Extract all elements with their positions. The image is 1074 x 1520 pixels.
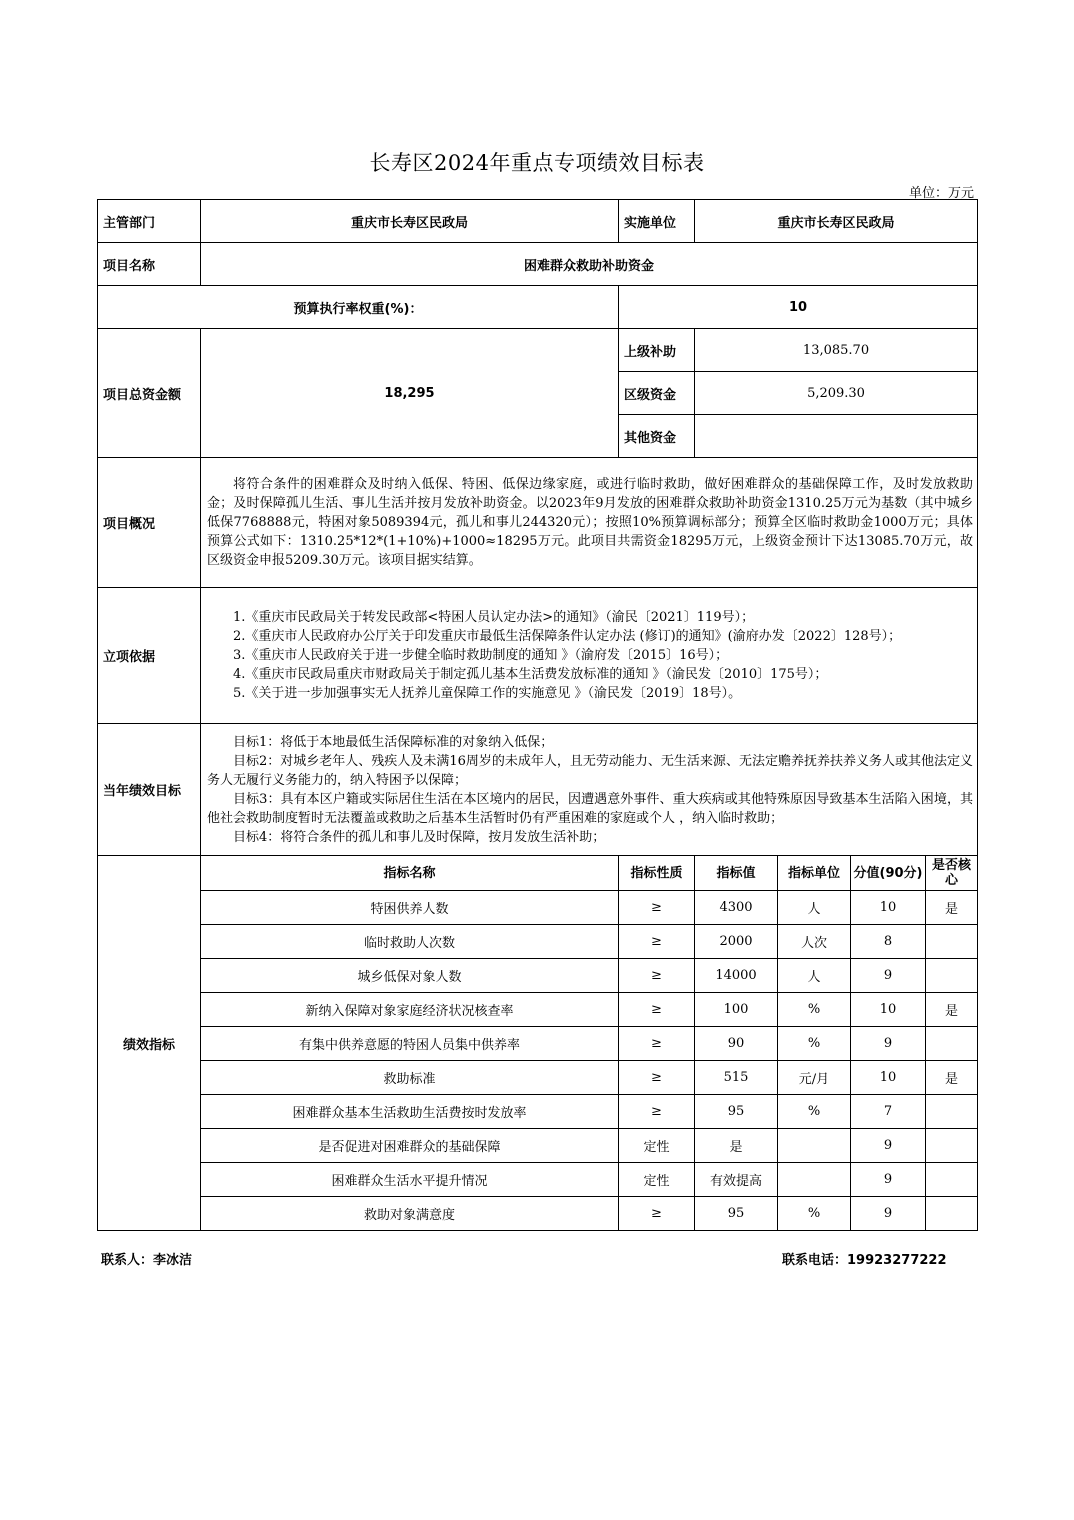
- indicator-row: [98, 925, 978, 959]
- indicator-core: [926, 1129, 978, 1163]
- header-core: 是否核心: [926, 856, 978, 891]
- indicator-row: [98, 1197, 978, 1231]
- indicator-score: 9: [851, 959, 926, 993]
- indicator-nature: ≥: [619, 925, 695, 959]
- goal-line: 目标3：具有本区户籍或实际居住生活在本区境内的居民，因遭遇意外事件、重大疾病或其他特殊原因导致基本生活陷入困境，其他社会救助制度暂时无法覆盖或救助之后基本生活暂时仍有严重困难的家庭或个人 ，纳入临时救助；: [207, 791, 974, 826]
- impl-value: 重庆市长寿区民政局: [695, 200, 978, 243]
- indicator-unit: 人次: [778, 925, 851, 959]
- overview-label: 项目概况: [98, 458, 201, 588]
- basis-label: 立项依据: [98, 588, 201, 724]
- indicator-nature: 定性: [619, 1163, 695, 1197]
- indicator-core: [926, 1027, 978, 1061]
- indicator-score: 10: [851, 891, 926, 925]
- indicator-nature: ≥: [619, 959, 695, 993]
- basis-line: 4.《重庆市民政局重庆市财政局关于制定孤儿基本生活费发放标准的通知 》（渝民发〔2010〕175号）；: [233, 667, 828, 682]
- indicator-nature: 定性: [619, 1129, 695, 1163]
- fund-label: 其他资金: [619, 415, 695, 458]
- fund-value: 13,085.70: [695, 329, 978, 372]
- indicator-unit: 人: [778, 959, 851, 993]
- basis-line: 2.《重庆市人民政府办公厅关于印发重庆市最低生活保障条件认定办法 (修订)的通知》(渝府办发〔2022〕128号）；: [233, 629, 902, 644]
- dept-label: 主管部门: [98, 200, 201, 243]
- indicator-core: 是: [926, 891, 978, 925]
- indicator-unit: %: [778, 1095, 851, 1129]
- contact-phone: 联系电话：19923277222: [782, 1253, 947, 1268]
- indicator-core: [926, 959, 978, 993]
- total-label: 项目总资金额: [98, 329, 201, 458]
- project-row: [98, 243, 978, 286]
- indicator-row: [98, 1163, 978, 1197]
- weight-value: 10: [619, 286, 978, 329]
- indicator-value: 95: [695, 1197, 778, 1231]
- indicator-header-row: [98, 856, 978, 891]
- indicator-value: 是: [695, 1129, 778, 1163]
- indicator-value: 90: [695, 1027, 778, 1061]
- indicator-core: [926, 1095, 978, 1129]
- overview-text: 将符合条件的困难群众及时纳入低保、特困、低保边缘家庭，或进行临时救助，做好困难群众的基础保障工作，及时发放救助金；及时保障孤儿生活、事儿生活并按月发放补助资金。以2023年9月发放的困难群众救助补助资金1310.25万元为基数（其中城乡低保7768888元，特困对象5089394元，孤儿和事儿244320元）；按照10%预算调标部分；预算全区临时救助金1000万元；具体预算公式如下：1310.25*12*(1+10%)+1000≈18295万元。此项目共需资金18295万元，上级资金预计下达13085.70万元，故区级资金申报5209.30万元。该项目据实结算。: [207, 477, 974, 568]
- indicator-unit: [778, 1163, 851, 1197]
- indicator-unit: %: [778, 1197, 851, 1231]
- fund-value: [695, 415, 978, 458]
- project-value: 困难群众救助补助资金: [201, 243, 978, 286]
- performance-table: [97, 199, 978, 1231]
- weight-label: 预算执行率权重(%)：: [98, 286, 619, 329]
- overview-row: [98, 458, 978, 588]
- indicator-value: 100: [695, 993, 778, 1027]
- unit-label: 单位：万元: [908, 186, 974, 201]
- indicator-row: [98, 1095, 978, 1129]
- indicator-value: 95: [695, 1095, 778, 1129]
- indicator-name: 城乡低保对象人数: [201, 959, 619, 993]
- indicator-nature: ≥: [619, 1197, 695, 1231]
- indicator-nature: ≥: [619, 1027, 695, 1061]
- impl-label: 实施单位: [619, 200, 695, 243]
- indicator-name: 临时救助人次数: [201, 925, 619, 959]
- basis-row: [98, 588, 978, 724]
- indicator-unit: 元/月: [778, 1061, 851, 1095]
- fund-value: 5,209.30: [695, 372, 978, 415]
- indicator-score: 9: [851, 1027, 926, 1061]
- indicator-name: 救助标准: [201, 1061, 619, 1095]
- goal-line: 目标1：将低于本地最低生活保障标准的对象纳入低保；: [233, 734, 554, 750]
- indicator-value: 14000: [695, 959, 778, 993]
- indicator-unit: 人: [778, 891, 851, 925]
- indicator-core: 是: [926, 1061, 978, 1095]
- indicator-core: [926, 925, 978, 959]
- indicator-score: 9: [851, 1163, 926, 1197]
- indicator-name: 特困供养人数: [201, 891, 619, 925]
- indicator-score: 10: [851, 1061, 926, 1095]
- weight-row: [98, 286, 978, 329]
- indicator-nature: ≥: [619, 1095, 695, 1129]
- indicator-row: [98, 1129, 978, 1163]
- indicator-row: [98, 993, 978, 1027]
- indicator-nature: ≥: [619, 993, 695, 1027]
- indicator-name: 新纳入保障对象家庭经济状况核查率: [201, 993, 619, 1027]
- dept-value: 重庆市长寿区民政局: [201, 200, 619, 243]
- indicator-name: 困难群众生活水平提升情况: [201, 1163, 619, 1197]
- indicator-row: [98, 1061, 978, 1095]
- indicator-value: 有效提高: [695, 1163, 778, 1197]
- basis-line: 5.《关于进一步加强事实无人抚养儿童保障工作的实施意见 》（渝民发〔2019〕18号）。: [233, 686, 742, 701]
- header-value: 指标值: [695, 856, 778, 891]
- indicator-row: [98, 891, 978, 925]
- indicator-value: 2000: [695, 925, 778, 959]
- indicator-unit: [778, 1129, 851, 1163]
- fund-label: 区级资金: [619, 372, 695, 415]
- goal-line: 目标4：将符合条件的孤儿和事儿及时保障，按月发放生活补助；: [233, 829, 606, 845]
- indicator-nature: ≥: [619, 1061, 695, 1095]
- project-label: 项目名称: [98, 243, 201, 286]
- indicator-score: 9: [851, 1197, 926, 1231]
- goal-row: [98, 724, 978, 856]
- indicator-score: 9: [851, 1129, 926, 1163]
- indicator-unit: %: [778, 993, 851, 1027]
- indicator-row: [98, 1027, 978, 1061]
- indicator-name: 救助对象满意度: [201, 1197, 619, 1231]
- header-unit: 指标单位: [778, 856, 851, 891]
- indicator-value: 515: [695, 1061, 778, 1095]
- contact-person: 联系人：李冰洁: [101, 1253, 193, 1268]
- indicator-score: 7: [851, 1095, 926, 1129]
- fund-label: 上级补助: [619, 329, 695, 372]
- indicator-unit: %: [778, 1027, 851, 1061]
- goal-label: 当年绩效目标: [98, 724, 201, 856]
- indicator-core: [926, 1197, 978, 1231]
- indicator-core: [926, 1163, 978, 1197]
- basis-line: 3.《重庆市人民政府关于进一步健全临时救助制度的通知 》（渝府发〔2015〕16号）；: [233, 648, 729, 663]
- indicator-name: 困难群众基本生活救助生活费按时发放率: [201, 1095, 619, 1129]
- total-value: 18,295: [201, 329, 619, 458]
- indicator-nature: ≥: [619, 891, 695, 925]
- perf-label: 绩效指标: [98, 856, 201, 1231]
- page-title: 长寿区2024年重点专项绩效目标表: [369, 151, 705, 175]
- basis-line: 1.《重庆市民政局关于转发民政部<特困人员认定办法>的通知》（渝民〔2021〕119号）；: [233, 610, 755, 625]
- indicator-value: 4300: [695, 891, 778, 925]
- fund-row-1: [98, 329, 978, 372]
- indicator-score: 8: [851, 925, 926, 959]
- header-name: 指标名称: [201, 856, 619, 891]
- indicator-name: 有集中供养意愿的特困人员集中供养率: [201, 1027, 619, 1061]
- goal-line: 目标2：对城乡老年人、残疾人及未满16周岁的未成年人，且无劳动能力、无生活来源、无法定赡养抚养扶养义务人或其他法定义务人无履行义务能力的，纳入特困予以保障；: [207, 753, 974, 788]
- indicator-row: [98, 959, 978, 993]
- header-nature: 指标性质: [619, 856, 695, 891]
- dept-row: [98, 200, 978, 243]
- header-score: 分值(90分): [851, 856, 926, 891]
- indicator-core: 是: [926, 993, 978, 1027]
- indicator-score: 10: [851, 993, 926, 1027]
- indicator-name: 是否促进对困难群众的基础保障: [201, 1129, 619, 1163]
